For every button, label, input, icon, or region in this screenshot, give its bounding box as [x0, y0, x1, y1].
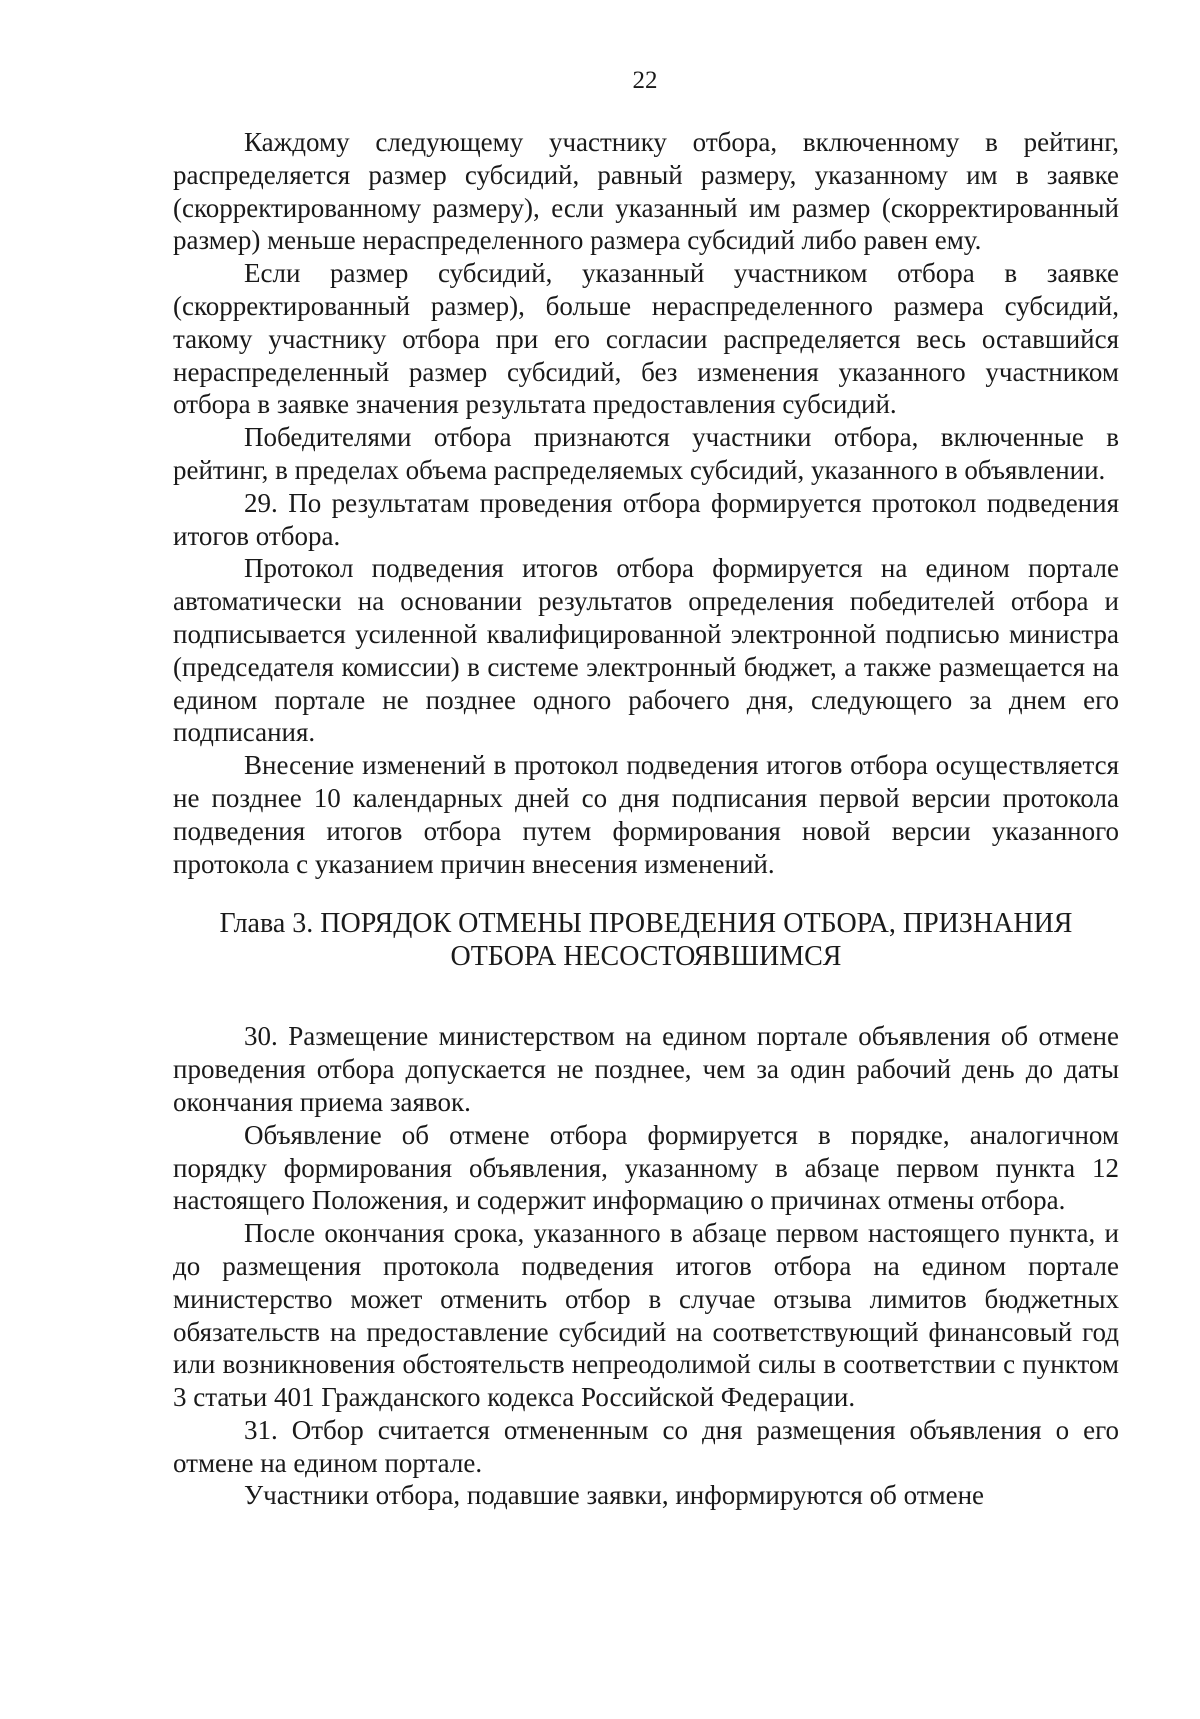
paragraph: Протокол подведения итогов отбора формируется на едином портале автоматически на основании результатов определения победителей отбора и подписывается усиленной квалифицированной электронной подписью министра (председателя комиссии) в системе электронный бюджет, а также размещается на едином портале не позднее одного рабочего дня, следующего за днем его подписания. — [173, 553, 1119, 748]
document-body — [173, 126, 1119, 1512]
paragraph: Объявление об отмене отбора формируется в порядке, аналогичном порядку формирования объявления, указанному в абзаце первом пункта 12 настоящего Положения, и содержит информацию о причинах отмены отбора. — [173, 1119, 1119, 1216]
paragraph: Каждому следующему участнику отбора, включенному в рейтинг, распределяется размер субсидий, равный размеру, указанному им в заявке (скорректированному размеру), если указанный им размер (скорректированный размер) меньше нераспределенного размера субсидий либо равен ему. — [173, 127, 1119, 256]
page-number: 22 — [632, 67, 658, 94]
chapter-heading-line: Глава 3. ПОРЯДОК ОТМЕНЫ ПРОВЕДЕНИЯ ОТБОРА, ПРИЗНАНИЯ — [219, 908, 1073, 940]
paragraph-clause-30: 30. Размещение министерством на едином портале объявления об отмене проведения отбора допускается не позднее, чем за один рабочий день до даты окончания приема заявок. — [173, 1021, 1119, 1117]
chapter-heading — [173, 907, 1119, 973]
chapter-heading-line: ОТБОРА НЕСОСТОЯВШИМСЯ — [450, 941, 842, 973]
paragraph: Участники отбора, подавшие заявки, информируются об отмене — [244, 1480, 985, 1511]
paragraph: После окончания срока, указанного в абзаце первом настоящего пункта, и до размещения протокола подведения итогов отбора на едином портале министерство может отменить отбор в случае отзыва лимитов бюджетных обязательств на предоставление субсидий на соответствующий финансовый год или возникновения обстоятельств непреодолимой силы в соответствии с пунктом 3 статьи 401 Гражданского кодекса Российской Федерации. — [173, 1218, 1119, 1413]
paragraph: Если размер субсидий, указанный участником отбора в заявке (скорректированный размер), больше нераспределенного размера субсидий, такому участнику отбора при его согласии распределяется весь оставшийся нераспределенный размер субсидий, без изменения указанного участником отбора в заявке значения результата предоставления субсидий. — [173, 258, 1119, 420]
paragraph: Внесение изменений в протокол подведения итогов отбора осуществляется не позднее 10 календарных дней со дня подписания первой версии протокола подведения итогов отбора путем формирования новой версии указанного протокола с указанием причин внесения изменений. — [173, 750, 1119, 879]
paragraph-clause-29: 29. По результатам проведения отбора формируется протокол подведения итогов отбора. — [173, 487, 1119, 551]
paragraph-clause-31: 31. Отбор считается отмененным со дня размещения объявления о его отмене на едином портале. — [173, 1414, 1119, 1478]
paragraph: Победителями отбора признаются участники отбора, включенные в рейтинг, в пределах объема распределяемых субсидий, указанного в объявлении. — [173, 422, 1119, 485]
